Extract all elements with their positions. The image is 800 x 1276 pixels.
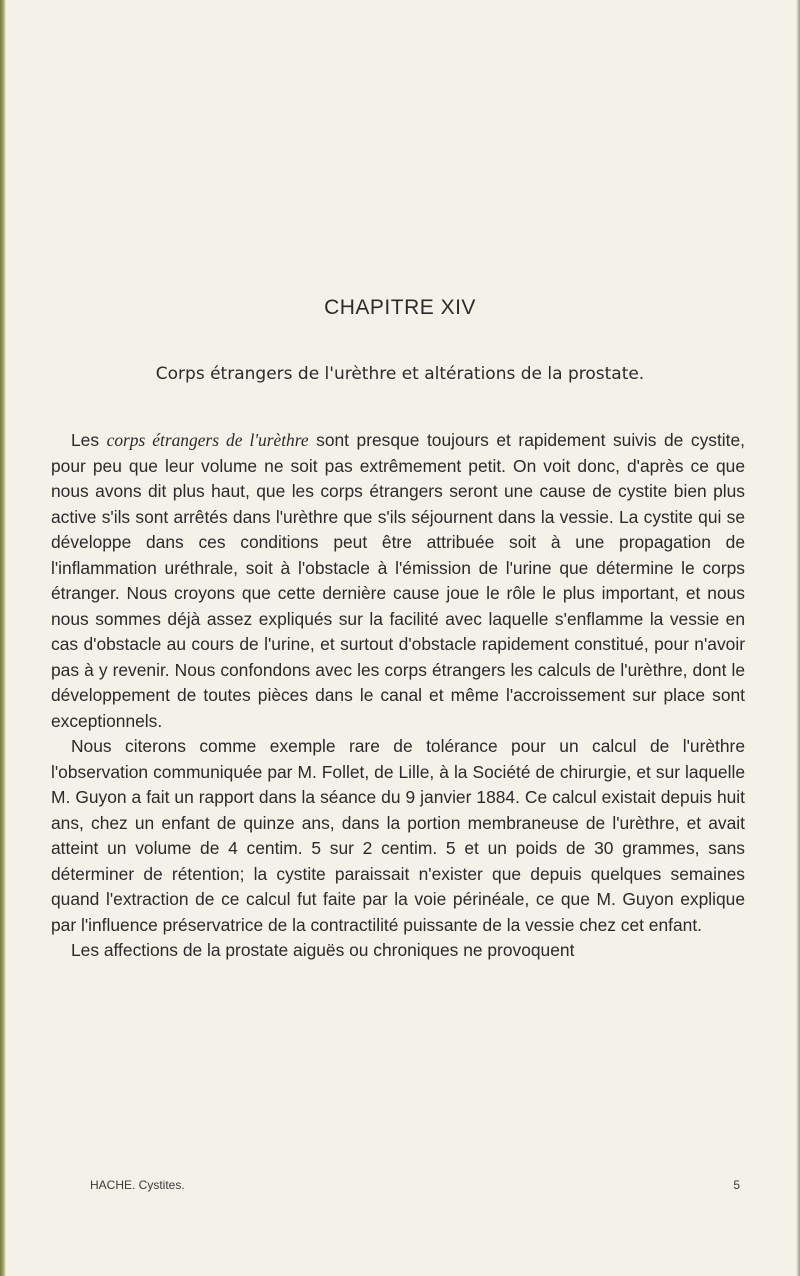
body-text	[51, 428, 745, 964]
paragraph-1-text: sont presque toujours et rapidement suivis de cystite, pour peu que leur volume ne soit pas extrêmement petit. On voit donc, d'après ce que nous avons dit plus haut, que les corps étrangers seront une cause de cystite bien plus active s'ils sont arrêtés dans l'urèthre que s'ils séjournent dans la vessie. La cystite qui se développe dans ces conditions peut être attribuée soit à une propagation de l'inflammation uréthrale, soit à l'obstacle à l'émission de l'urine que détermine le corps étranger. Nous croyons que cette dernière cause joue le rôle le plus important, et nous nous sommes déjà assez expliqués sur la facilité avec laquelle s'enflamme la vessie en cas d'obstacle au cours de l'urine, et surtout d'obstacle rapidement constitué, pour n'avoir pas à y revenir. Nous confondons avec les corps étrangers les calculs de l'urèthre, dont le développement de toutes pièces dans le canal et même l'accroissement sur place sont exceptionnels.	[51, 430, 745, 731]
paragraph-2: Nous citerons comme exemple rare de tolérance pour un calcul de l'urèthre l'observation communiquée par M. Follet, de Lille, à la Société de chirurgie, et sur laquelle M. Guyon a fait un rapport dans la séance du 9 janvier 1884. Ce calcul existait depuis huit ans, chez un enfant de quinze ans, dans la portion membraneuse de l'urèthre, et avait atteint un volume de 4 centim. 5 sur 2 centim. 5 et un poids de 30 grammes, sans déterminer de rétention; la cystite paraissait n'exister que depuis quelques semaines quand l'extraction de ce calcul fut faite par la voie périnéale, ce que M. Guyon explique par l'influence préservatrice de la contractilité puissante de la vessie chez cet enfant.	[51, 736, 745, 935]
paragraph-1-lead: Les	[71, 430, 107, 450]
page-binding-edge	[0, 0, 6, 1276]
section-title: Corps étrangers de l'urèthre et altérations de la prostate.	[155, 364, 645, 384]
paragraph-1-emphasis: corps étrangers de l'urèthre	[106, 430, 309, 450]
paragraph-1	[51, 428, 745, 734]
page-right-edge	[796, 0, 800, 1276]
footer-sheet-number: 5	[733, 1178, 740, 1192]
paragraph-3: Les affections de la prostate aiguës ou chroniques ne provoquent	[71, 940, 575, 960]
chapter-title: CHAPITRE XIV	[324, 296, 476, 319]
footer-signature: HACHE. Cystites.	[90, 1178, 185, 1192]
page-footer	[90, 1178, 740, 1192]
